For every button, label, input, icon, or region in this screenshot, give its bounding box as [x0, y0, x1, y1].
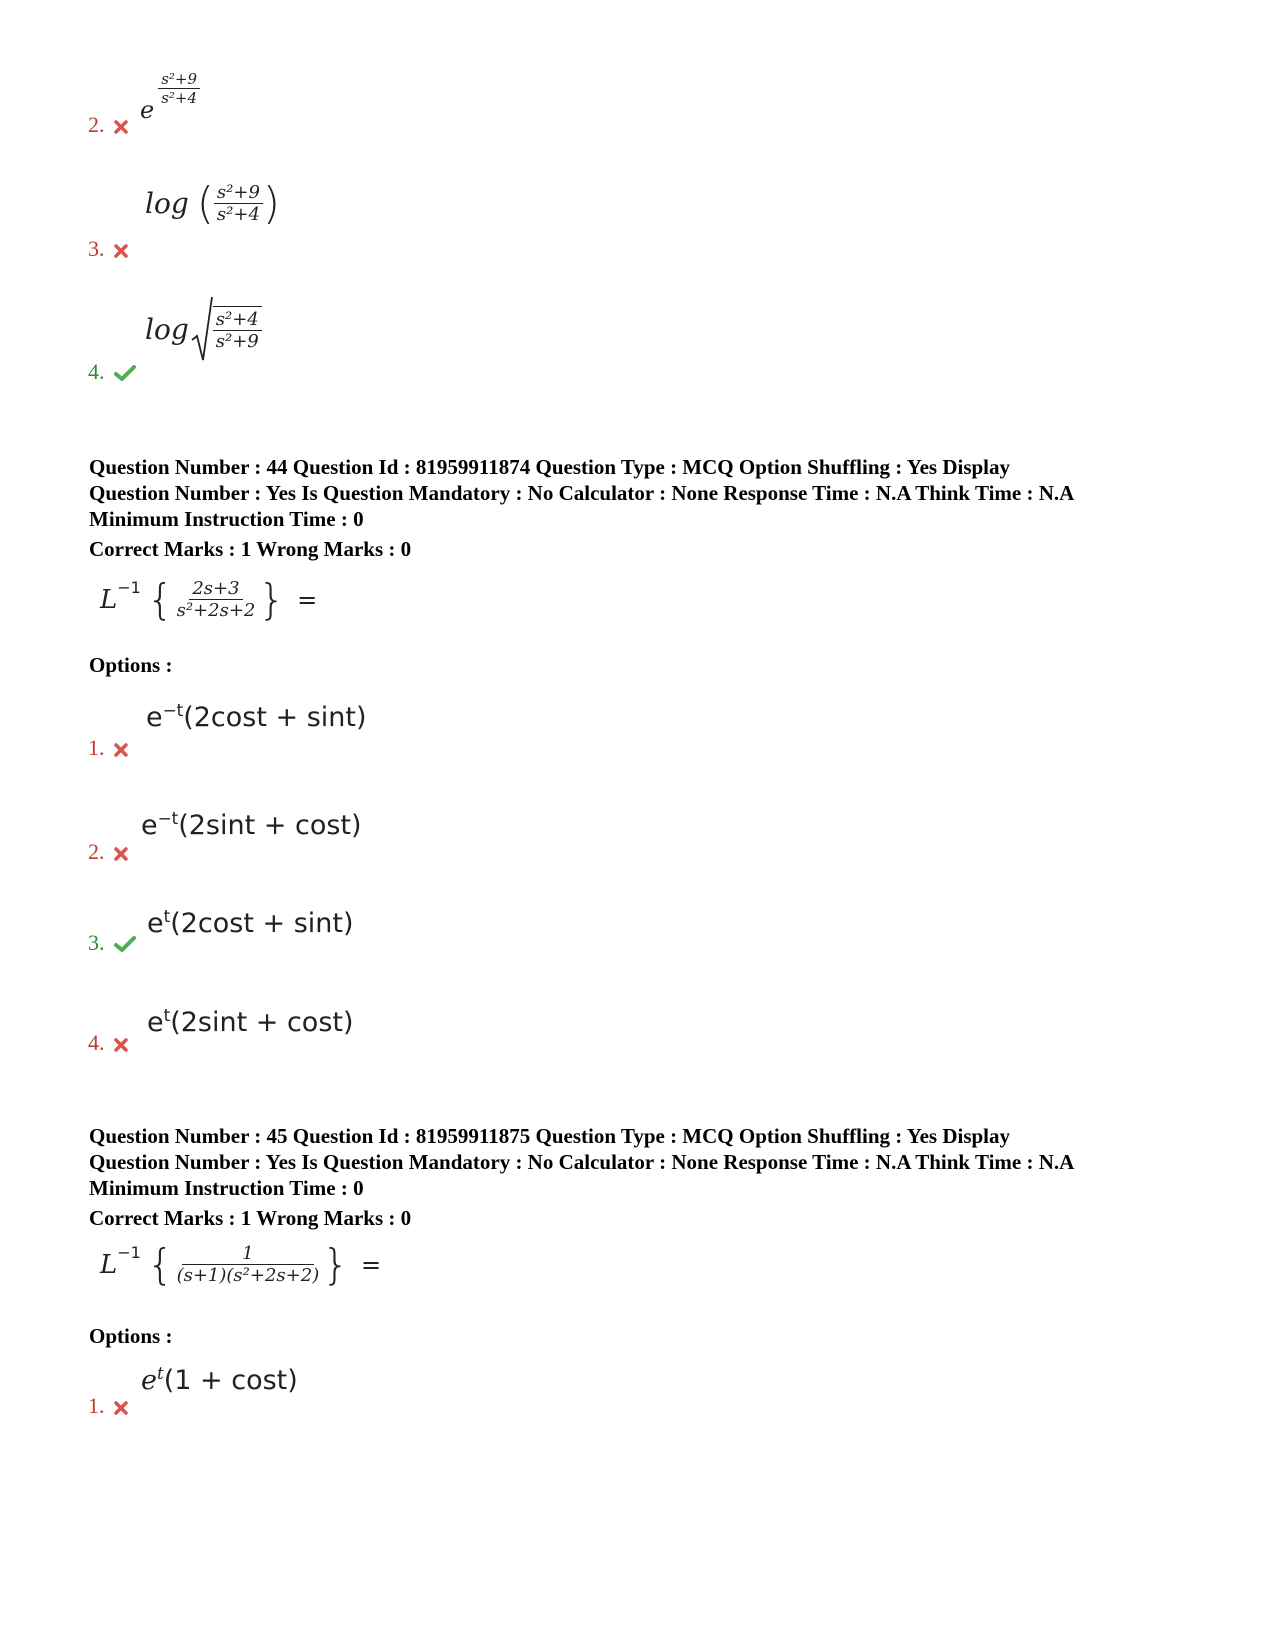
- options-label: Options :: [89, 1324, 173, 1348]
- fraction-denominator: s²+4: [216, 204, 260, 225]
- cross-mark-icon: [114, 1032, 128, 1058]
- question-fraction: [174, 578, 259, 621]
- open-brace: {: [146, 575, 174, 624]
- laplace-operator: L: [100, 584, 118, 615]
- prev-option-2-formula: [140, 70, 200, 125]
- prev-option-4-number: [88, 359, 136, 387]
- check-mark-icon: [114, 932, 136, 958]
- cross-mark-icon: [114, 841, 128, 867]
- cross-mark-icon: [114, 238, 128, 264]
- log-function: log: [145, 312, 189, 346]
- base: e: [141, 810, 158, 841]
- q44-option-2-formula: [141, 808, 362, 841]
- fraction-denominator: (s+1)(s²+2s+2): [176, 1265, 320, 1286]
- equals-sign: =: [297, 585, 318, 614]
- cross-mark-icon: [114, 1395, 128, 1421]
- close-brace: }: [322, 1240, 349, 1289]
- fraction-denominator: s²+2s+2: [176, 600, 256, 621]
- prev-option-3-formula: [145, 178, 280, 229]
- question-45-meta: [89, 1123, 1209, 1231]
- base: e: [141, 1365, 157, 1396]
- option-number: 3.: [88, 930, 105, 955]
- marks-line: Correct Marks : 1 Wrong Marks : 0: [89, 537, 412, 561]
- fraction-numerator: s²+4: [213, 309, 262, 331]
- expression: (2sint + cost): [170, 1007, 354, 1038]
- q44-option-4-formula: [147, 1005, 354, 1038]
- superscript: −t: [157, 808, 179, 828]
- question-45-formula: [100, 1240, 381, 1289]
- option-number: 4.: [88, 359, 105, 384]
- option-number: 2.: [88, 839, 105, 864]
- base: e: [146, 702, 163, 733]
- option-number: 4.: [88, 1030, 105, 1055]
- meta-line-1: Question Number : 44 Question Id : 81959911874 Question Type : MCQ Option Shuffling : Yes Display: [89, 455, 1011, 479]
- cross-mark-icon: [114, 114, 128, 140]
- superscript: t: [163, 1005, 171, 1025]
- q44-option-3-formula: [147, 906, 354, 939]
- superscript: t: [156, 1363, 164, 1383]
- log-function: log: [145, 187, 189, 220]
- base: e: [147, 1007, 164, 1038]
- prev-option-3-number: [88, 236, 128, 264]
- close-brace: }: [258, 575, 286, 624]
- prev-option-2-number: [88, 112, 128, 140]
- prev-option-4-formula: [145, 296, 262, 362]
- expression: (2cost + sint): [183, 702, 367, 733]
- q44-option-1-number: [88, 735, 128, 763]
- question-fraction: [174, 1243, 323, 1286]
- open-paren: (: [196, 178, 214, 229]
- inverse-superscript: −1: [117, 1243, 141, 1262]
- q44-option-1-formula: [146, 700, 367, 733]
- exponent-numerator: s²+9: [158, 70, 200, 89]
- question-44-meta: [89, 454, 1209, 562]
- options-label: Options :: [89, 653, 173, 677]
- inverse-superscript: −1: [117, 578, 141, 597]
- close-paren: ): [262, 178, 281, 229]
- q45-option-1-formula: [141, 1363, 298, 1396]
- expression: (2sint + cost): [178, 810, 362, 841]
- fraction-numerator: 2s+3: [189, 578, 242, 600]
- question-44-formula: [100, 575, 317, 624]
- marks-line: Correct Marks : 1 Wrong Marks : 0: [89, 1206, 412, 1230]
- option-number: 1.: [88, 1393, 105, 1418]
- laplace-operator: L: [100, 1249, 118, 1280]
- sqrt-fraction: [213, 306, 262, 352]
- meta-line-1: Question Number : 45 Question Id : 81959911875 Question Type : MCQ Option Shuffling : Yes Display: [89, 1124, 1011, 1148]
- check-mark-icon: [114, 361, 136, 387]
- expression: (2cost + sint): [170, 908, 354, 939]
- meta-line-3: Minimum Instruction Time : 0: [89, 507, 364, 531]
- superscript: −t: [162, 700, 184, 720]
- expression: (1 + cost): [163, 1365, 298, 1396]
- meta-line-2: Question Number : Yes Is Question Mandatory : No Calculator : None Response Time : N.A Think Time : N.A: [89, 1150, 1075, 1174]
- q44-option-2-number: [88, 839, 128, 867]
- fraction-denominator: s²+9: [215, 331, 259, 352]
- open-brace: {: [146, 1240, 174, 1289]
- fraction-numerator: 1: [182, 1243, 313, 1265]
- exponent-denominator: s²+4: [161, 89, 198, 107]
- meta-line-3: Minimum Instruction Time : 0: [89, 1176, 364, 1200]
- cross-mark-icon: [114, 737, 128, 763]
- radical-icon: [191, 296, 213, 362]
- option-number: 2.: [88, 112, 105, 137]
- q44-option-3-number: [88, 930, 136, 958]
- superscript: t: [163, 906, 171, 926]
- base: e: [147, 908, 164, 939]
- formula-base: e: [140, 96, 155, 125]
- log-fraction: [214, 182, 263, 225]
- meta-line-2: Question Number : Yes Is Question Mandatory : No Calculator : None Response Time : N.A Think Time : N.A: [89, 481, 1075, 505]
- equals-sign: =: [360, 1250, 382, 1279]
- option-number: 3.: [88, 236, 105, 261]
- fraction-numerator: s²+9: [214, 182, 263, 204]
- q45-option-1-number: [88, 1393, 128, 1421]
- option-number: 1.: [88, 735, 105, 760]
- exponent-fraction: [158, 70, 200, 107]
- q44-option-4-number: [88, 1030, 128, 1058]
